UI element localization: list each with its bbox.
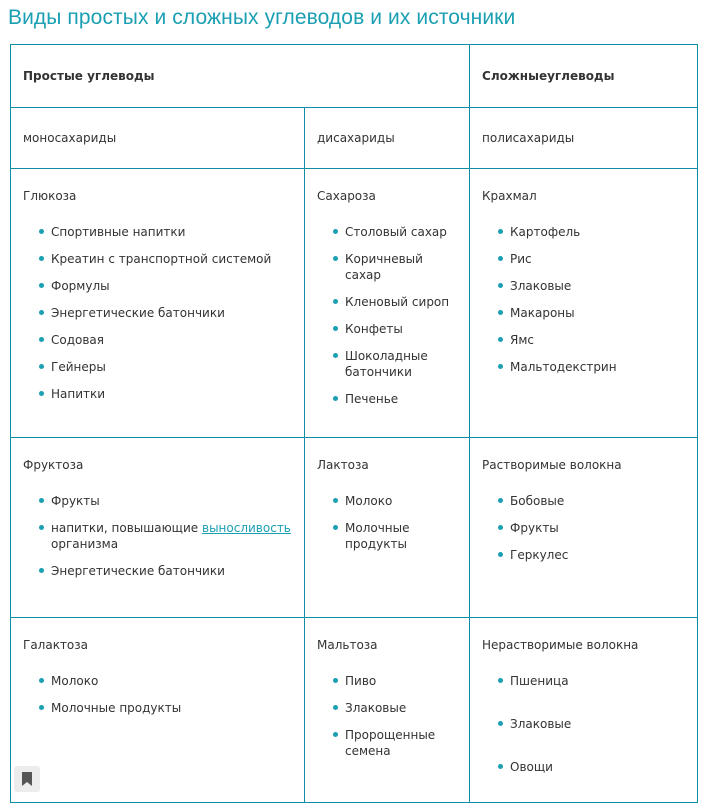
- list-item: Злаковые: [498, 278, 687, 294]
- list-item: Конфеты: [333, 321, 459, 337]
- list-item: Энергетические батончики: [39, 305, 294, 321]
- cell-soluble-fiber: [470, 438, 698, 618]
- cell-title: Сахароза: [317, 189, 376, 203]
- source-list: [317, 673, 459, 759]
- list-item: Содовая: [39, 332, 294, 348]
- cell-title: Фруктоза: [23, 458, 84, 472]
- cell-insoluble-fiber: [470, 618, 698, 803]
- header-simple-carbs: Простые углеводы: [11, 45, 470, 108]
- list-item: Овощи: [498, 759, 575, 775]
- list-item: Коричневый сахар: [333, 251, 459, 283]
- list-item: Фрукты: [39, 493, 294, 509]
- cell-galactose: [11, 618, 305, 803]
- source-list: [23, 493, 294, 579]
- bookmark-button[interactable]: [14, 766, 40, 792]
- cell-lactose: [305, 438, 470, 618]
- list-item: Фрукты: [498, 520, 687, 536]
- list-item: Ямс: [498, 332, 687, 348]
- cell-title: Глюкоза: [23, 189, 77, 203]
- table-row: [11, 618, 698, 803]
- cell-fructose: [11, 438, 305, 618]
- cell-maltose: [305, 618, 470, 803]
- source-list: [482, 493, 687, 563]
- list-item-text: организма: [51, 537, 119, 551]
- cell-title: Растворимые волокна: [482, 458, 622, 472]
- list-item: Пророщенные семена: [333, 727, 459, 759]
- list-item: Рис: [498, 251, 687, 267]
- cell-title: Мальтоза: [317, 638, 378, 652]
- list-item: Пшеница: [498, 673, 575, 689]
- source-list: [23, 224, 294, 402]
- list-item: Печенье: [333, 391, 459, 407]
- source-list: [482, 673, 687, 802]
- list-item: Спортивные напитки: [39, 224, 294, 240]
- list-item: Шоколадные батончики: [333, 348, 459, 380]
- carbohydrates-table: [10, 44, 698, 803]
- list-item: Геркулес: [498, 547, 687, 563]
- list-item: [39, 520, 294, 552]
- table-header-row: [11, 45, 698, 108]
- list-item-text: напитки, повышающие: [51, 521, 199, 535]
- list-item: Злаковые: [333, 700, 459, 716]
- source-list: [23, 673, 294, 716]
- list-item: Креатин с транспортной системой: [39, 251, 294, 267]
- header-complex-carbs: Сложныеуглеводы: [470, 45, 698, 108]
- list-item: Молоко: [39, 673, 294, 689]
- list-item: Формулы: [39, 278, 294, 294]
- cell-sucrose: [305, 169, 470, 438]
- list-item: Картофель: [498, 224, 687, 240]
- list-item: Макароны: [498, 305, 687, 321]
- list-item: Злаковые: [498, 716, 575, 732]
- list-item: Молоко: [333, 493, 459, 509]
- table-row: [11, 169, 698, 438]
- list-item: Столовый сахар: [333, 224, 459, 240]
- cell-title: Галактоза: [23, 638, 89, 652]
- list-item: Бобовые: [498, 493, 687, 509]
- list-item: Пиво: [333, 673, 459, 689]
- subheader-monosaccharides: моносахариды: [11, 108, 305, 169]
- list-item: Напитки: [39, 386, 294, 402]
- table-row: [11, 438, 698, 618]
- subheader-polysaccharides: полисахариды: [470, 108, 698, 169]
- list-item: Гейнеры: [39, 359, 294, 375]
- list-item: Молочные продукты: [333, 520, 459, 552]
- page-title: Виды простых и сложных углеводов и их источники: [8, 6, 516, 29]
- list-item: Кленовый сироп: [333, 294, 459, 310]
- cell-title: Крахмал: [482, 189, 537, 203]
- source-list: [482, 224, 687, 375]
- source-list: [317, 493, 459, 552]
- cell-title: Лактоза: [317, 458, 369, 472]
- endurance-link[interactable]: выносливость: [202, 521, 291, 535]
- list-item: Мальтодекстрин: [498, 359, 687, 375]
- subheader-disaccharides: дисахариды: [305, 108, 470, 169]
- table-subheader-row: [11, 108, 698, 169]
- cell-title: Нерастворимые волокна: [482, 638, 639, 652]
- source-list: [317, 224, 459, 407]
- cell-glucose: [11, 169, 305, 438]
- bookmark-icon: [21, 772, 33, 786]
- cell-starch: [470, 169, 698, 438]
- list-item: Энергетические батончики: [39, 563, 294, 579]
- list-item: Молочные продукты: [39, 700, 294, 716]
